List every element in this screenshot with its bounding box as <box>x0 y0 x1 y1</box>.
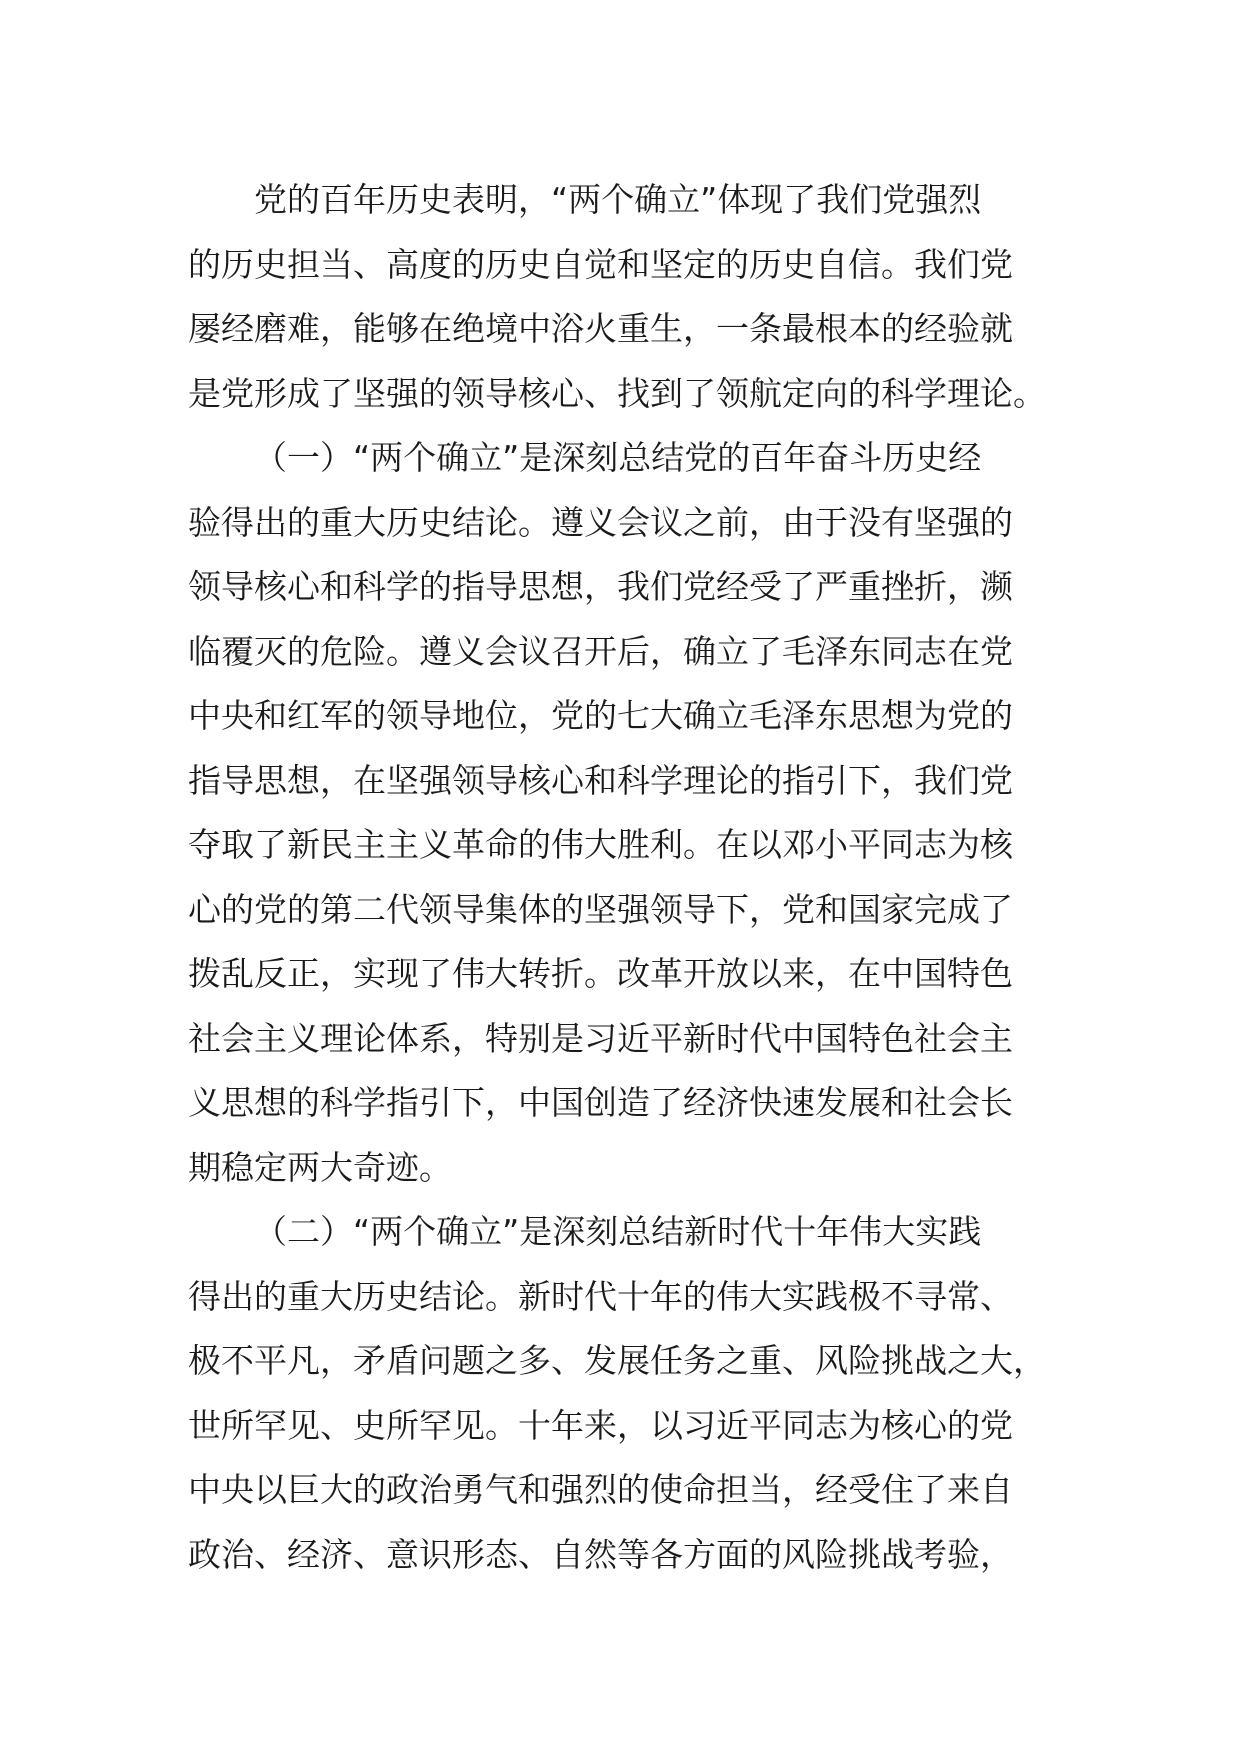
paragraph-2-line-11: 义思想的科学指引下，中国创造了经济快速发展和社会长 <box>188 1083 1013 1122</box>
paragraph-3-line-4: 世所罕见、史所罕见。十年来，以习近平同志为核心的党 <box>188 1405 1013 1445</box>
paragraph-2-line-3: 领导核心和科学的指导思想，我们党经受了严重挫折，濒 <box>188 567 1013 606</box>
paragraph-2-line-5: 中央和红军的领导地位，党的七大确立毛泽东思想为党的 <box>188 696 1013 735</box>
paragraph-1-line-1: 党的百年历史表明，“两个确立”体现了我们党强烈 <box>254 180 982 219</box>
paragraph-3-line-1: （二）“两个确立”是深刻总结新时代十年伟大实践 <box>254 1212 982 1251</box>
paragraph-3-line-3: 极不平凡，矛盾问题之多、发展任务之重、风险挑战之大， <box>188 1341 1046 1380</box>
paragraph-3-line-5: 中央以巨大的政治勇气和强烈的使命担当，经受住了来自 <box>188 1470 1013 1509</box>
paragraph-1-line-3: 屡经磨难，能够在绝境中浴火重生，一条最根本的经验就 <box>188 309 1013 348</box>
paragraph-2-line-12: 期稳定两大奇迹。 <box>188 1147 452 1187</box>
paragraph-2-line-10: 社会主义理论体系，特别是习近平新时代中国特色社会主 <box>188 1018 1013 1058</box>
paragraph-1-line-2: 的历史担当、高度的历史自觉和坚定的历史自信。我们党 <box>188 244 1013 284</box>
body-text <box>188 168 1068 1587</box>
paragraph-2-line-2: 验得出的重大历史结论。遵义会议之前，由于没有坚强的 <box>188 502 1013 542</box>
paragraph-3-line-2: 得出的重大历史结论。新时代十年的伟大实践极不寻常、 <box>188 1276 1013 1316</box>
paragraph-3-line-6: 政治、经济、意识形态、自然等各方面的风险挑战考验， <box>188 1534 1013 1574</box>
paragraph-2-line-9: 拨乱反正，实现了伟大转折。改革开放以来，在中国特色 <box>188 954 1013 993</box>
paragraph-2-line-1: （一）“两个确立”是深刻总结党的百年奋斗历史经 <box>254 438 982 477</box>
paragraph-2-line-7: 夺取了新民主主义革命的伟大胜利。在以邓小平同志为核 <box>188 825 1013 864</box>
paragraph-2-line-8: 心的党的第二代领导集体的坚强领导下，党和国家完成了 <box>188 889 1013 929</box>
paragraph-1-line-4: 是党形成了坚强的领导核心、找到了领航定向的科学理论。 <box>188 373 1046 413</box>
paragraph-2-line-6: 指导思想，在坚强领导核心和科学理论的指引下，我们党 <box>188 760 1013 800</box>
paragraph-2-line-4: 临覆灭的危险。遵义会议召开后，确立了毛泽东同志在党 <box>188 631 1013 671</box>
